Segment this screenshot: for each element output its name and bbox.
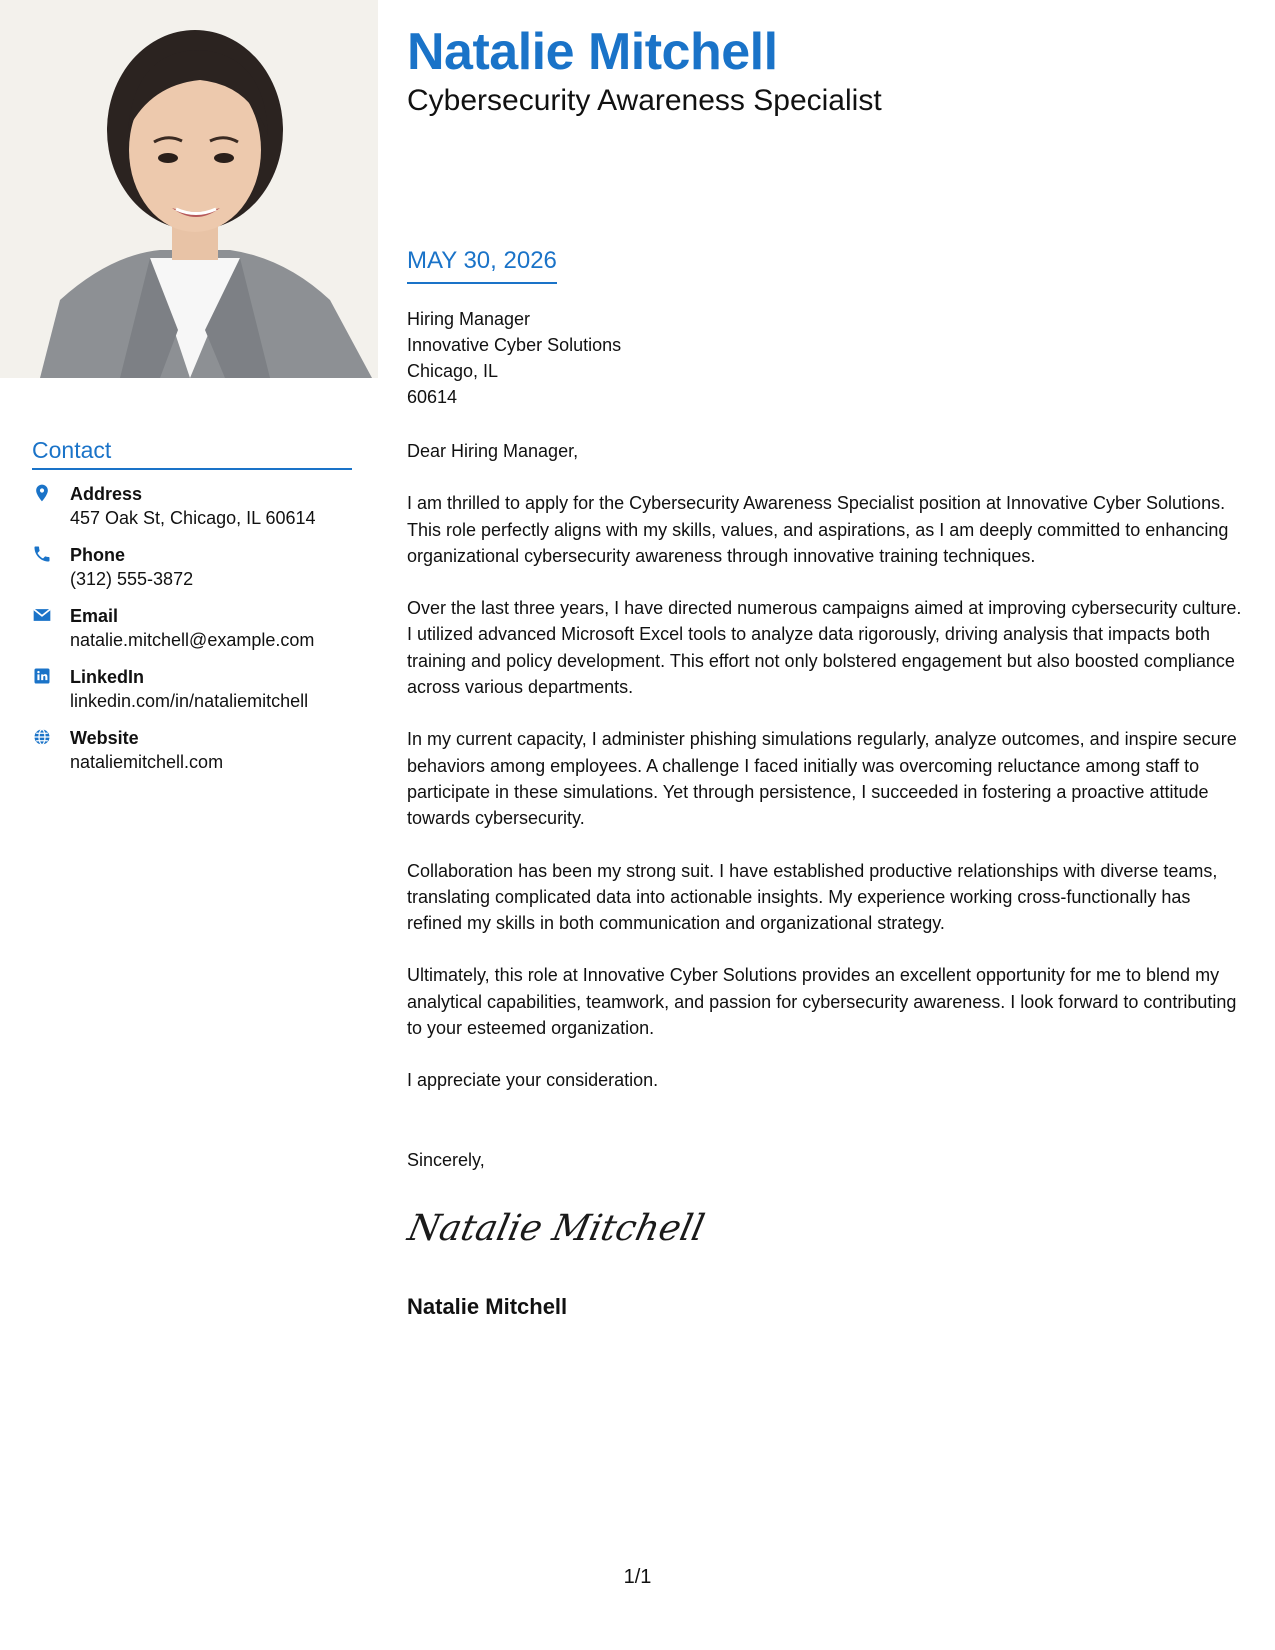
profile-photo bbox=[0, 0, 378, 378]
paragraph: Collaboration has been my strong suit. I have established productive relationships with diverse teams, translating complicated data into actionable insights. My experience working cross-functionally has refined my skills in both communication and organizational strategy. bbox=[407, 860, 1218, 934]
salutation: Dear Hiring Manager, bbox=[407, 441, 579, 461]
paragraph: I am thrilled to apply for the Cybersecurity Awareness Specialist position at Innovative Cyber Solutions. This role perfectly aligns with my skills, values, and aspirations, as I am deeply committed to enhancing organizational cybersecurity awareness through innovative training techniques. bbox=[407, 493, 1229, 566]
contact-item-address bbox=[32, 482, 352, 530]
recipient-block bbox=[407, 306, 621, 410]
contact-item-phone bbox=[32, 543, 352, 591]
phone-icon bbox=[32, 544, 52, 564]
contact-section bbox=[32, 437, 352, 787]
map-pin-icon bbox=[32, 483, 52, 503]
recipient-line: Innovative Cyber Solutions bbox=[407, 335, 622, 355]
header bbox=[407, 22, 1247, 120]
closing: Sincerely, bbox=[407, 1150, 485, 1170]
recipient-line: Hiring Manager bbox=[407, 309, 531, 329]
contact-label: LinkedIn bbox=[70, 667, 145, 687]
letter-date: MAY 30, 2026 bbox=[407, 246, 557, 284]
address-value: 457 Oak St, Chicago, IL 60614 bbox=[70, 508, 316, 528]
paragraph: In my current capacity, I administer phishing simulations regularly, analyze outcomes, and inspire secure behaviors among employees. A challenge I faced initially was overcoming reluctance among staff to participate in these simulations. Yet through persistence, I succeeded in fostering a proactive attitude towards cybersecurity. bbox=[407, 729, 1237, 829]
paragraph: I appreciate your consideration. bbox=[407, 1070, 659, 1091]
contact-item-website bbox=[32, 726, 352, 774]
contact-label: Phone bbox=[70, 545, 126, 565]
linkedin-icon bbox=[32, 666, 52, 686]
date-block bbox=[407, 246, 557, 284]
website-link[interactable]: nataliemitchell.com bbox=[70, 752, 224, 772]
recipient-line: Chicago, IL bbox=[407, 361, 499, 381]
email-link[interactable]: natalie.mitchell@example.com bbox=[70, 630, 315, 650]
paragraph: Over the last three years, I have directed numerous campaigns aimed at improving cybersecurity culture. I utilized advanced Microsoft Excel tools to analyze data rigorously, driving analysis that impacts both training and policy development. This effort not only bolstered engagement but also boosted compliance across various departments. bbox=[407, 598, 1242, 698]
paragraph: Ultimately, this role at Innovative Cyber Solutions provides an excellent opportunity for me to blend my analytical capabilities, teamwork, and passion for cybersecurity awareness. I look forward to contributing to your esteemed organization. bbox=[407, 965, 1237, 1039]
contact-label: Email bbox=[70, 606, 119, 626]
candidate-name: Natalie Mitchell bbox=[407, 23, 778, 81]
signature-text: Natalie Mitchell bbox=[404, 1206, 709, 1249]
portrait-illustration bbox=[0, 0, 378, 378]
handwritten-signature bbox=[404, 1198, 709, 1258]
contact-item-email bbox=[32, 604, 352, 652]
linkedin-link[interactable]: linkedin.com/in/nataliemitchell bbox=[70, 691, 309, 711]
globe-icon bbox=[32, 727, 52, 747]
recipient-line: 60614 bbox=[407, 387, 458, 407]
contact-label: Address bbox=[70, 484, 143, 504]
contact-item-linkedin bbox=[32, 665, 352, 713]
page-number: 1/1 bbox=[623, 1566, 652, 1588]
letter-body bbox=[407, 438, 1247, 1120]
job-title: Cybersecurity Awareness Specialist bbox=[407, 84, 882, 117]
signer-name: Natalie Mitchell bbox=[407, 1294, 568, 1319]
phone-value: (312) 555-3872 bbox=[70, 569, 194, 589]
envelope-icon bbox=[32, 605, 52, 625]
contact-heading: Contact bbox=[32, 437, 352, 470]
contact-label: Website bbox=[70, 728, 139, 748]
